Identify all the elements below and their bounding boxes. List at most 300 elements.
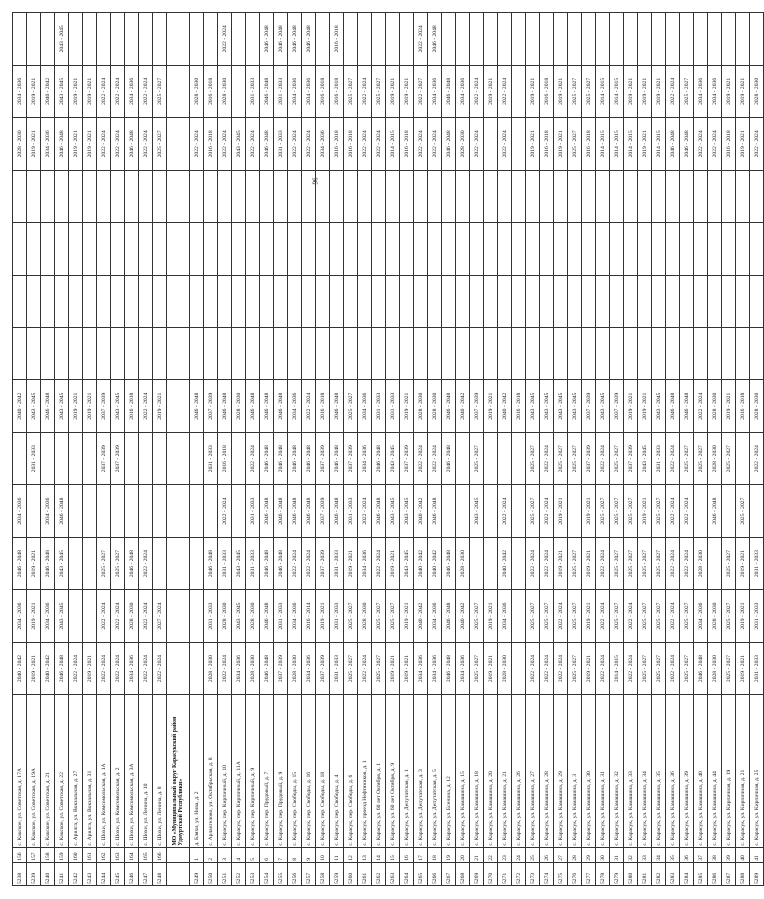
period-cell [512, 65, 526, 117]
row-id: 5264 [400, 862, 414, 885]
period-cell [330, 170, 344, 222]
period-cell: 2019 - 2021 [526, 118, 540, 170]
period-cell: 2046 - 2048 [190, 380, 204, 432]
period-cell: 2046 - 2048 [288, 432, 302, 484]
period-cell [13, 328, 27, 380]
period-cell [652, 275, 666, 327]
period-cell: 2016 - 2018 [344, 118, 358, 170]
period-cell: 2025 - 2027 [568, 432, 582, 484]
row-number: 39 [722, 847, 736, 862]
period-cell: 2022 - 2024 [428, 118, 442, 170]
period-cell: 2040 - 2042 [414, 485, 428, 537]
row-id: 5251 [218, 862, 232, 885]
period-cell [27, 223, 41, 275]
period-cell: 2046 - 2048 [666, 118, 680, 170]
period-cell [153, 223, 167, 275]
period-cell: 2022 - 2024 [666, 590, 680, 642]
period-cell: 2025 - 2027 [680, 590, 694, 642]
period-cell [540, 13, 554, 66]
period-cell: 2022 - 2024 [708, 118, 722, 170]
period-cell [153, 328, 167, 380]
period-cell [680, 170, 694, 222]
period-cell: 2034 - 2036 [125, 65, 139, 117]
table-row [554, 13, 568, 886]
period-cell: 2025 - 2027 [470, 590, 484, 642]
row-number: 20 [456, 847, 470, 862]
row-number: 7 [274, 847, 288, 862]
period-cell: 2037 - 2039 [316, 432, 330, 484]
address-cell: с. Карасук, ул. Камашина, д. 20 [484, 695, 498, 847]
period-cell: 2034 - 2036 [302, 642, 316, 694]
period-cell: 2046 - 2048 [442, 380, 456, 432]
row-number: 21 [470, 847, 484, 862]
period-cell: 2022 - 2024 [750, 118, 764, 170]
period-cell [456, 432, 470, 484]
period-cell: 2031 - 2033 [750, 537, 764, 589]
period-cell: 2025 - 2027 [722, 432, 736, 484]
period-cell [400, 223, 414, 275]
row-id: 5260 [344, 862, 358, 885]
period-cell: 2034 - 2036 [13, 590, 27, 642]
period-cell: 2046 - 2048 [372, 485, 386, 537]
period-cell: 2034 - 2036 [708, 65, 722, 117]
period-cell: 2019 - 2021 [400, 590, 414, 642]
period-cell [386, 328, 400, 380]
period-cell: 2016 - 2018 [540, 65, 554, 117]
period-cell: 2037 - 2039 [97, 380, 111, 432]
period-cell: 2043 - 2045 [596, 380, 610, 432]
row-id: 5274 [540, 862, 554, 885]
period-cell: 2022 - 2024 [750, 432, 764, 484]
address-cell: с. Карасук, пер. Свободы, д. 4 [330, 695, 344, 847]
period-cell [83, 170, 97, 222]
period-cell [512, 485, 526, 537]
period-cell [69, 432, 83, 484]
address-cell: с. Карасук, пер. Прудовый, д. 7 [260, 695, 274, 847]
period-cell [316, 170, 330, 222]
period-cell [139, 432, 153, 484]
period-cell: 2028 - 2030 [125, 590, 139, 642]
section-empty [167, 642, 190, 694]
period-cell [190, 485, 204, 537]
period-cell [204, 485, 218, 537]
period-cell [218, 275, 232, 327]
period-cell [139, 275, 153, 327]
period-cell [722, 485, 736, 537]
period-cell [190, 642, 204, 694]
period-cell: 2022 - 2024 [596, 537, 610, 589]
period-cell: 2019 - 2021 [736, 590, 750, 642]
period-cell [442, 223, 456, 275]
period-cell: 2025 - 2027 [680, 432, 694, 484]
table-row [358, 13, 372, 886]
period-cell [316, 13, 330, 66]
period-cell: 2031 - 2033 [274, 118, 288, 170]
period-cell: 2022 - 2024 [666, 642, 680, 694]
period-cell [125, 328, 139, 380]
period-cell [125, 223, 139, 275]
period-cell: 2022 - 2024 [153, 642, 167, 694]
period-cell: 2022 - 2024 [358, 118, 372, 170]
section-title: МО «Муниципальный округ Карасукский район Удмуртской Республики» [167, 695, 190, 847]
section-empty [167, 590, 190, 642]
table-row [694, 13, 708, 886]
row-id: 5255 [274, 862, 288, 885]
period-cell: 2046 - 2048 [288, 13, 302, 66]
period-cell: 2034 - 2036 [41, 590, 55, 642]
period-cell [27, 485, 41, 537]
table-row [498, 13, 512, 886]
period-cell: 2046 - 2048 [372, 432, 386, 484]
period-cell: 2025 - 2027 [470, 432, 484, 484]
period-cell [274, 223, 288, 275]
row-number: 18 [428, 847, 442, 862]
row-id: 5284 [680, 862, 694, 885]
period-cell [512, 432, 526, 484]
period-cell: 2028 - 2030 [750, 65, 764, 117]
period-cell: 2046 - 2048 [260, 118, 274, 170]
period-cell: 2034 - 2036 [428, 642, 442, 694]
period-cell: 2025 - 2027 [526, 485, 540, 537]
period-cell: 2028 - 2030 [358, 590, 372, 642]
address-cell: с. Шохи, ул. Ленина, д. 8 [153, 695, 167, 847]
period-cell [582, 223, 596, 275]
period-cell: 2014 - 2015 [596, 118, 610, 170]
period-cell [83, 485, 97, 537]
period-cell [69, 485, 83, 537]
period-cell [666, 13, 680, 66]
period-cell: 2037 - 2039 [316, 537, 330, 589]
period-cell: 2022 - 2024 [666, 65, 680, 117]
row-number: 165 [139, 847, 153, 862]
address-cell: д. Бляхи, ул. Нива, д. 2 [190, 695, 204, 847]
period-cell [232, 223, 246, 275]
period-cell: 2046 - 2048 [274, 485, 288, 537]
period-cell: 2022 - 2024 [218, 13, 232, 66]
period-cell [470, 170, 484, 222]
period-cell: 2037 - 2039 [624, 432, 638, 484]
period-cell [190, 223, 204, 275]
period-cell: 2025 - 2027 [596, 485, 610, 537]
period-cell: 2019 - 2021 [722, 380, 736, 432]
period-cell: 2022 - 2024 [372, 118, 386, 170]
period-cell: 2046 - 2048 [680, 118, 694, 170]
period-cell: 2040 - 2042 [13, 642, 27, 694]
period-cell: 2019 - 2021 [554, 65, 568, 117]
period-cell [512, 170, 526, 222]
row-id: 5273 [526, 862, 540, 885]
period-cell: 2019 - 2021 [554, 485, 568, 537]
period-cell: 2019 - 2021 [69, 65, 83, 117]
period-cell: 2046 - 2048 [218, 380, 232, 432]
period-cell: 2019 - 2021 [638, 118, 652, 170]
period-cell: 2019 - 2021 [386, 65, 400, 117]
period-cell: 2028 - 2030 [708, 590, 722, 642]
period-cell: 2046 - 2048 [274, 380, 288, 432]
period-cell: 2046 - 2048 [708, 485, 722, 537]
period-cell [624, 223, 638, 275]
period-cell [526, 170, 540, 222]
period-cell: 2046 - 2048 [288, 485, 302, 537]
period-cell [638, 275, 652, 327]
period-cell: 2031 - 2033 [204, 590, 218, 642]
period-cell: 2043 - 2045 [111, 380, 125, 432]
period-cell [750, 275, 764, 327]
period-cell: 2037 - 2039 [470, 380, 484, 432]
period-cell: 2028 - 2030 [190, 65, 204, 117]
period-cell [708, 275, 722, 327]
period-cell [554, 275, 568, 327]
period-cell [372, 275, 386, 327]
table-row [139, 13, 153, 886]
period-cell [736, 328, 750, 380]
period-cell [456, 485, 470, 537]
period-cell: 2046 - 2048 [274, 432, 288, 484]
period-cell [330, 328, 344, 380]
period-cell: 2046 - 2048 [428, 13, 442, 66]
period-cell: 2034 - 2036 [302, 65, 316, 117]
row-number: 32 [624, 847, 638, 862]
period-cell: 2028 - 2030 [708, 432, 722, 484]
period-cell [624, 328, 638, 380]
period-cell: 2046 - 2048 [55, 485, 69, 537]
table-row [232, 13, 246, 886]
period-cell: 2022 - 2024 [139, 65, 153, 117]
period-cell [526, 13, 540, 66]
period-cell: 2022 - 2024 [694, 380, 708, 432]
period-cell: 2028 - 2030 [232, 380, 246, 432]
period-cell [344, 170, 358, 222]
period-cell [260, 170, 274, 222]
period-cell: 2025 - 2027 [526, 432, 540, 484]
period-cell [69, 170, 83, 222]
period-cell [540, 170, 554, 222]
period-cell: 2025 - 2027 [722, 642, 736, 694]
period-cell: 2019 - 2021 [386, 537, 400, 589]
table-row [470, 13, 484, 886]
period-cell: 2019 - 2021 [316, 590, 330, 642]
section-empty [167, 485, 190, 537]
period-cell: 2046 - 2048 [680, 380, 694, 432]
period-cell [442, 485, 456, 537]
period-cell: 2025 - 2027 [344, 65, 358, 117]
row-id: 5238 [13, 862, 27, 885]
table-row [41, 13, 55, 886]
period-cell: 2034 - 2036 [13, 485, 27, 537]
period-cell [708, 13, 722, 66]
period-cell [414, 328, 428, 380]
period-cell: 2022 - 2024 [540, 432, 554, 484]
period-cell: 2046 - 2048 [55, 642, 69, 694]
period-cell: 2016 - 2018 [330, 65, 344, 117]
row-id: 5257 [302, 862, 316, 885]
period-cell [288, 223, 302, 275]
period-cell [722, 13, 736, 66]
period-cell: 2019 - 2021 [27, 65, 41, 117]
period-cell [736, 170, 750, 222]
period-cell [358, 275, 372, 327]
period-cell: 2046 - 2048 [694, 642, 708, 694]
period-cell [69, 223, 83, 275]
period-cell [750, 485, 764, 537]
period-cell: 2019 - 2021 [484, 642, 498, 694]
address-cell: с. Шохи, ул. Комсомольская, д. 3А [125, 695, 139, 847]
section-row [167, 13, 190, 886]
row-id: 5276 [568, 862, 582, 885]
period-cell: 2043 - 2045 [568, 380, 582, 432]
row-id: 5248 [153, 862, 167, 885]
section-empty [167, 862, 190, 885]
period-cell [274, 170, 288, 222]
period-cell [344, 223, 358, 275]
period-cell [568, 13, 582, 66]
address-cell: с. Карасук, ул. Кирпичная, д. 19 [722, 695, 736, 847]
period-cell: 2025 - 2027 [526, 590, 540, 642]
period-cell [139, 485, 153, 537]
period-cell: 2046 - 2048 [442, 537, 456, 589]
period-cell: 2034 - 2036 [288, 65, 302, 117]
period-cell: 2037 - 2039 [97, 432, 111, 484]
row-id: 5247 [139, 862, 153, 885]
period-cell: 2031 - 2033 [386, 380, 400, 432]
period-cell: 2016 - 2018 [218, 432, 232, 484]
row-number: 35 [666, 847, 680, 862]
period-cell [41, 328, 55, 380]
period-cell: 2046 - 2048 [274, 537, 288, 589]
period-cell: 2028 - 2030 [288, 642, 302, 694]
period-cell: 2046 - 2048 [260, 432, 274, 484]
period-cell [55, 432, 69, 484]
row-number: 14 [372, 847, 386, 862]
period-cell [153, 537, 167, 589]
period-cell: 2028 - 2030 [414, 380, 428, 432]
period-cell [83, 590, 97, 642]
period-cell [69, 328, 83, 380]
period-cell [139, 13, 153, 66]
period-cell: 2019 - 2021 [83, 642, 97, 694]
period-cell: 2022 - 2024 [218, 118, 232, 170]
period-cell [400, 13, 414, 66]
period-cell: 2046 - 2048 [260, 13, 274, 66]
row-id: 5253 [246, 862, 260, 885]
period-cell [694, 275, 708, 327]
section-empty [167, 847, 190, 862]
period-cell: 2043 - 2045 [55, 380, 69, 432]
period-cell [330, 275, 344, 327]
table-row [428, 13, 442, 886]
period-cell: 2022 - 2024 [414, 13, 428, 66]
address-cell: с. Карасук, ул. Камашина, д. 30 [582, 695, 596, 847]
period-cell [736, 432, 750, 484]
period-cell: 2025 - 2027 [554, 432, 568, 484]
period-cell [204, 328, 218, 380]
period-cell [190, 590, 204, 642]
period-cell [83, 223, 97, 275]
row-id: 5256 [288, 862, 302, 885]
period-cell: 2043 - 2045 [232, 590, 246, 642]
period-cell: 2025 - 2027 [568, 65, 582, 117]
period-cell: 2025 - 2027 [736, 485, 750, 537]
period-cell [302, 328, 316, 380]
period-cell: 2025 - 2027 [568, 590, 582, 642]
period-cell: 2022 - 2024 [139, 380, 153, 432]
period-cell: 2025 - 2027 [624, 537, 638, 589]
period-cell: 2025 - 2027 [372, 65, 386, 117]
period-cell: 2034 - 2036 [13, 65, 27, 117]
period-cell: 2014 - 2015 [386, 118, 400, 170]
period-cell [69, 13, 83, 66]
row-number: 38 [708, 847, 722, 862]
row-id: 5249 [190, 862, 204, 885]
period-cell [316, 223, 330, 275]
period-cell [652, 328, 666, 380]
section-empty [167, 537, 190, 589]
period-cell: 2034 - 2036 [358, 537, 372, 589]
period-cell: 2022 - 2024 [540, 485, 554, 537]
period-cell: 2019 - 2021 [27, 642, 41, 694]
address-cell: с. Карасук, проезд Нефтяников, д. 1 [358, 695, 372, 847]
period-cell: 2031 - 2033 [204, 432, 218, 484]
period-cell: 2034 - 2036 [498, 590, 512, 642]
table-row [302, 13, 316, 886]
period-cell: 2043 - 2045 [55, 590, 69, 642]
section-empty [167, 380, 190, 432]
period-cell: 2025 - 2027 [111, 537, 125, 589]
table-row [624, 13, 638, 886]
section-empty [167, 432, 190, 484]
period-cell [139, 223, 153, 275]
period-cell: 2031 - 2033 [246, 65, 260, 117]
row-number: 1 [190, 847, 204, 862]
period-cell: 2022 - 2024 [680, 485, 694, 537]
period-cell: 2025 - 2027 [652, 642, 666, 694]
row-id: 5246 [125, 862, 139, 885]
row-number: 161 [83, 847, 97, 862]
period-cell [69, 590, 83, 642]
period-cell: 2034 - 2036 [694, 590, 708, 642]
address-cell: с. Шохи, ул. Ленина, д. 10 [139, 695, 153, 847]
page-number: 96 [311, 177, 320, 185]
period-cell: 2046 - 2048 [41, 380, 55, 432]
period-cell [372, 223, 386, 275]
address-cell: с. Карасук, ул. Камашина, д. 36 [666, 695, 680, 847]
period-cell: 2025 - 2027 [610, 537, 624, 589]
period-cell [246, 275, 260, 327]
period-cell [554, 170, 568, 222]
period-cell: 2022 - 2024 [139, 537, 153, 589]
period-cell: 2016 - 2018 [736, 380, 750, 432]
period-cell: 2022 - 2027 [414, 65, 428, 117]
address-cell: с. Карасук, ул. Камашина, д. 39 [680, 695, 694, 847]
address-cell: с. Арлангелово, ул. Октябрьская, д. 8 [204, 695, 218, 847]
row-id: 5287 [722, 862, 736, 885]
row-number: 6 [260, 847, 274, 862]
period-cell: 2043 - 2045 [386, 485, 400, 537]
period-cell [302, 170, 316, 222]
period-cell: 2025 - 2027 [610, 432, 624, 484]
period-cell: 2046 - 2048 [55, 118, 69, 170]
period-cell: 2022 - 2024 [666, 485, 680, 537]
period-cell [484, 170, 498, 222]
period-cell [232, 65, 246, 117]
period-cell [582, 170, 596, 222]
period-cell [554, 13, 568, 66]
period-cell [512, 223, 526, 275]
address-cell: с. Карасук, ул. Камашина, д. 26 [512, 695, 526, 847]
section-empty [167, 223, 190, 275]
table-row [246, 13, 260, 886]
period-cell [274, 328, 288, 380]
